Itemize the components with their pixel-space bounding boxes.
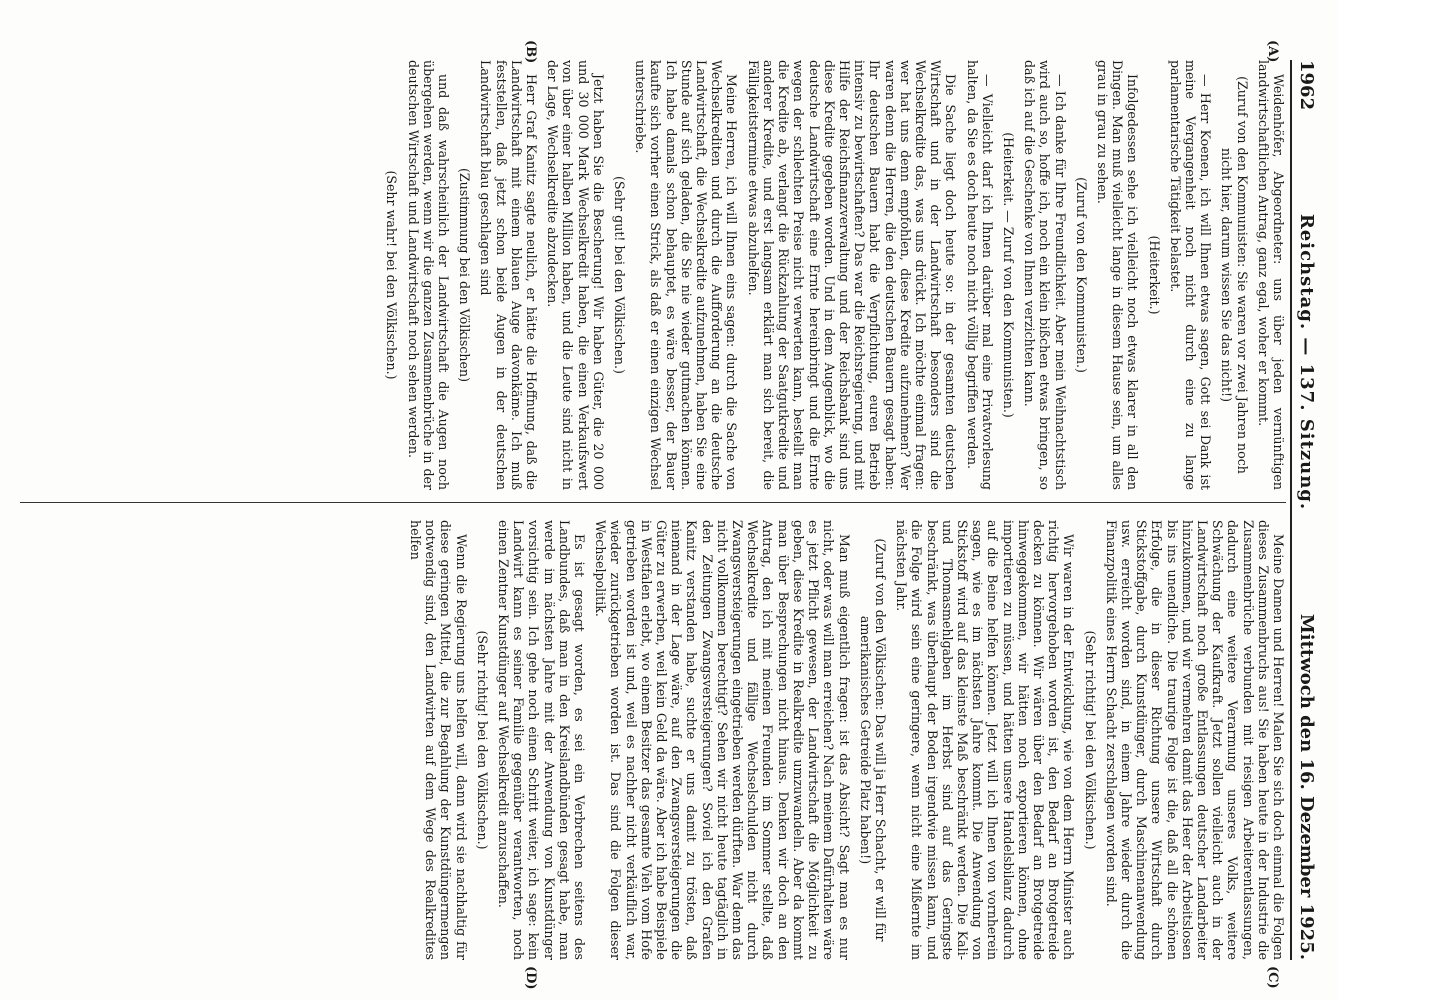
paragraph: — Ich danke für Ihre Freundlichkeit. Aber mein Weihnachtstisch wird auch so, hoffe ich, noch ein klein bißchen etwas bringen, so daß ich auf die Geschenke von Ihnen verzichten kann. [1022,60,1068,490]
interjection-line: (Zuruf von den Kommunisten.) [1073,177,1089,373]
paragraph: Man muß eigentlich fragen: ist das Absicht? Sagt man es nur nicht, oder was will man erreichen? Nach meinem Dafürhalten wäre es jetzt Pflicht gewesen, der Landwirtschaft die Möglichkeit zu geben, diese Kredite in Realkredite umzuwandeln. Aber da kommt man über Besprechungen nicht hinaus. Denken wir doch an den Antrag, den ich mit meinen Freunden im Sommer stellte, daß Wechselkredite und fällige Wechselschulden nicht durch Zwangsversteigerungen eingetrieben werden dürften. War denn das nicht vollkommen berechtigt? Sehen wir nicht heute tagtäglich in den Zeitungen Zwangsversteigerungen? Soviel ich den Grafen Kanitz verstanden habe, suchte er uns damit zu trösten, daß niemand in der Lage wäre, auf den Zwangsversteigerungen die Güter zu erwerben, weil kein Geld da wäre. Aber ich habe Beispiele in Westfalen erlebt, wo einem Besitzer das gesamte Vieh vom Hofe getrieben worden ist und, weil es nachher nicht verkäuflich war, wieder zurückgetrieben worden ist. Das sind die Folgen dieser Wechselpolitik. [593,520,852,960]
margin-marker-a: (A) [1265,40,1280,63]
left-text-column [20,60,1286,490]
paragraph: Herr Graf Kanitz sagte neulich, er hätte die Hoffnung, daß die Landwirtschaft mit einem blauen Auge davonkäme. Ich muß feststellen, daß jetzt schon beide Augen in der deutschen Landwirtschaft blau geschlagen sind [478,60,540,490]
paragraph: — Vielleicht darf ich Ihnen darüber mal eine Privatvorlesung halten, da Sie es doch heute noch nicht völlig begriffen werden. [964,60,995,490]
paragraph: Es ist gesagt worden, es sei ein Verbrechen seitens des Landbundes, daß man in den Kreislandbünden gesagt habe, man werde im nächsten Jahre mit der Anwendung von Kunstdünger vorsichtig sein. Ich gehe noch einen Schritt weiter, ich sage: kein Landwirt kann es seiner Familie gegenüber verantworten, noch einen Zentner Kunstdünger auf Wechselkredit anzuschaffen. [496,520,588,960]
column-divider [20,502,1286,503]
paragraph: Infolgedessen sehe ich vielleicht noch etwas klarer in all den Dingen. Man muß vielleicht lange in diesem Hause sein, um alles grau in grau zu sehen. [1094,60,1141,490]
interjection-line: (Zustimmung bei den Völkischen) [457,168,473,382]
interjection-line: (Sehr wahr! bei den Völkischen.) [384,170,400,380]
paragraph: Weidenhöfer, Abgeordneter: uns über jeden vernünftigen landwirtschaftlichen Antrag, ganz egal, woher er kommt. [1255,60,1286,490]
interjection-line: (Heiterkeit. — Zuruf von den Kommunisten.) [1000,132,1016,418]
page-header [1290,60,1330,960]
interjection-line: (Sehr gut! bei den Völkischen.) [612,176,628,374]
interjection-line: (Zuruf von den Völkischen: Das will ja Herr Schacht, er will für amerikanisches Getreide Platz haben!) [857,538,888,942]
interjection-line: (Sehr richtig! bei den Völkischen.) [1082,630,1098,850]
paragraph: Jetzt haben Sie die Bescherung! Wir haben Güter, die 20 000 und 30 000 Mark Wechselkredit haben, die einen Verkaufswert von über einer halben Million haben, und die Leute sind nicht in der Lage, Wechselkredite abzudecken. [545,60,606,490]
paragraph: Meine Damen und Herren! Malen Sie sich doch einmal die Folgen dieses Zusammenbruchs aus! Sie haben heute in der Industrie die Zusammenbrüche verbunden mit riesigen Arbeiterentlassungen, dadurch eine weitere Verarmung unseres Volks, weitere Schwächung der Kaufkraft. Jetzt sollen vielleicht auch in der Landwirtschaft noch große Entlassungen deutscher Landarbeiter hinzukommen, und wir vermehren damit das Heer der Arbeitslosen bis ins unendliche. Die traurige Folge ist die, daß all die schönen Erfolge, die in dieser Richtung unsere Wirtschaft durch Stickstoffgabe, durch Kunstdünger, durch Maschinenanwendung usw. erreicht worden sind, in einem Jahre wieder durch die Finanzpolitik eines Herrn Schacht zerschlagen worden sind. [1103,520,1286,960]
paragraph: und daß wahrscheinlich der Landwirtschaft die Augen noch übergehen werden, wenn wir die ganzen Zusammenbrüche in der deutschen Wirtschaft und Landwirtschaft noch sehen werden. [405,60,452,490]
paragraph: — Herr Koenen, ich will Ihnen etwas sagen, Gott sei Dank ist meine Vergangenheit noch nicht durch eine zu lange parlamentarische Tätigkeit belastet. [1167,60,1214,490]
paragraph: Meine Herren, ich will Ihnen eins sagen: durch die Sache von Wechselkrediten und durch die Aufforderung an die deutsche Landwirtschaft, die Wechselkredite aufzunehmen, haben Sie eine Stunde auf sich geladen, die Sie nie wieder gutmachen können. Ich habe damals schon behauptet, es wäre besser, der Bauer kaufte sich vorher einen Strick, als daß er einen einzigen Wechsel unterschriebe. [633,60,740,490]
margin-marker-d: (D) [523,966,538,990]
interjection-line: (Heiterkeit.) [1146,235,1162,315]
paragraph: Wir waren in der Entwicklung, wie von dem Herrn Minister auch richtig hervorgehoben worden ist, den Bedarf an Brotgetreide decken zu können. Wir wären über den Bedarf an Brotgetreide hinweggekommen, wir hätten noch exportieren können, ohne importieren zu müssen, und hätten unsere Handelsbilanz dadurch auf die Beine helfen können. Jetzt will ich Ihnen von vornherein sagen, wie es im nächsten Jahre kommt. Die Anwendung von Stickstoff wird auf das kleinste Maß beschränkt werden. Die Kali- und Thomasmehlgaben im Herbst sind auf das Geringste beschränkt, was überhaupt der Boden irgendwie missen kann, und die Folge wird sein eine geringere, wenn nicht eine Mißernte im nächsten Jahr. [894,520,1077,960]
interjection-line: (Zuruf von den Kommunisten: Sie waren vor zwei Jahren noch nicht hier, darum wissen Sie das nicht!) [1219,76,1250,474]
right-text-column [20,520,1286,960]
page-number: 1962 [1296,60,1317,111]
paragraph: Die Sache liegt doch heute so: in der gesamten deutschen Wirtschaft und in der Landwirtschaft besonders sind die Wechselkredite das, was uns drückt. Ich möchte einmal fragen: wer hat uns denn empfohlen, diese Kredite aufzunehmen? Wer waren denn die Herren, die den deutschen Bauern gesagt haben: Ihr deutschen Bauern habt die Verpflichtung, euren Betrieb intensiv zu bewirtschaften? Das war die Reichsregierung, und mit Hilfe der Reichsfinanzverwaltung und der Reichsbank sind uns diese Kredite gegeben worden. Und in dem Augenblick, wo die deutsche Landwirtschaft eine Ernte hereinbringt und die Ernte wegen der schlechten Preise nicht verwerten kann, bestellt man die Kredite ab, verlangt die Rückzahlung der Saatgutkredite und anderer Kredite, und erst langsam erklärt man sich bereit, die Fälligkeitstermine etwas abzuhelfen. [745,60,959,490]
interjection-line: (Sehr richtig! bei den Völkischen.) [474,630,490,850]
margin-marker-c: (C) [1265,966,1280,989]
margin-marker-b: (B) [523,40,538,64]
header-title: Reichstag. — 137. Sitzung. [1296,213,1317,511]
header-date: Mittwoch den 16. Dezember 1925. [1296,613,1317,960]
paragraph: Wenn die Regierung uns helfen will, dann wird sie nachhaltig für diese geringen Mittel, die zur Begahlung der Kunstdüngermengen notwendig sind, den Landwirten auf dem Wege des Realkredites helfen [408,520,469,960]
digitization-credit [2,0,16,1000]
